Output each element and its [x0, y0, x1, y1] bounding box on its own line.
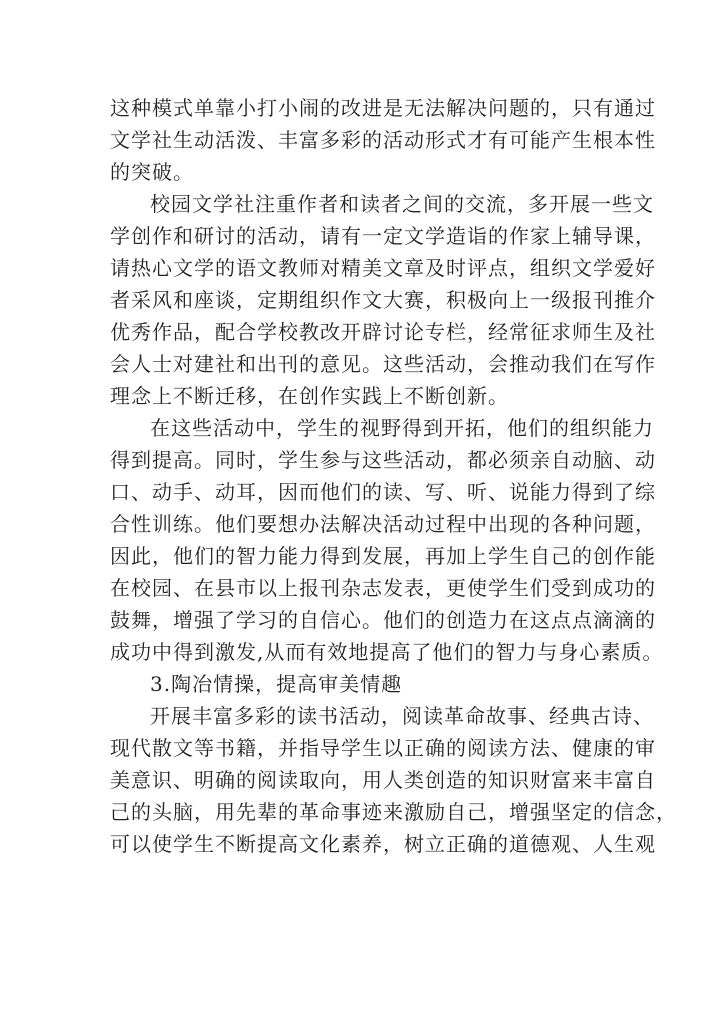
text-line: 优秀作品，配合学校教改开辟讨论专栏，经常征求师生及社 [110, 320, 656, 344]
body-text [110, 92, 677, 860]
text-line: 理念上不断迁移，在创作实践上不断创新。 [110, 384, 509, 408]
text-line: 会人士对建社和出刊的意见。这些活动，会推动我们在写作 [110, 352, 656, 376]
text-line: 美意识、明确的阅读取向，用人类创造的知识财富来丰富自 [110, 768, 656, 792]
text-line: 合性训练。他们要想办法解决活动过程中出现的各种问题， [110, 512, 656, 536]
text-line: 得到提高。同时，学生参与这些活动，都必须亲自动脑、动 [110, 448, 656, 472]
paragraph-start-line: 开展丰富多彩的读书活动，阅读革命故事、经典古诗、 [150, 704, 654, 728]
text-line: 己的头脑，用先辈的革命事迹来激励自己，增强坚定的信念， [110, 800, 677, 824]
section-heading: 3.陶冶情操，提高审美情趣 [150, 672, 403, 696]
text-line: 可以使学生不断提高文化素养，树立正确的道德观、人生观 [110, 832, 656, 856]
text-line: 成功中得到激发,从而有效地提高了他们的智力与身心素质。 [110, 640, 664, 664]
text-line: 文学社生动活泼、丰富多彩的活动形式才有可能产生根本性 [110, 128, 656, 152]
text-line: 因此，他们的智力能力得到发展，再加上学生自己的创作能 [110, 544, 656, 568]
text-line: 者采风和座谈，定期组织作文大赛，积极向上一级报刊推介 [110, 288, 656, 312]
text-line: 口、动手、动耳，因而他们的读、写、听、说能力得到了综 [110, 480, 656, 504]
paragraph-start-line: 在这些活动中，学生的视野得到开拓，他们的组织能力 [150, 416, 654, 440]
text-line: 这种模式单靠小打小闹的改进是无法解决问题的，只有通过 [110, 96, 656, 120]
text-line: 学创作和研讨的活动，请有一定文学造诣的作家上辅导课， [110, 224, 656, 248]
text-line: 现代散文等书籍，并指导学生以正确的阅读方法、健康的审 [110, 736, 656, 760]
paragraph-start-line: 校园文学社注重作者和读者之间的交流，多开展一些文 [150, 192, 654, 216]
text-line: 在校园、在县市以上报刊杂志发表，更使学生们受到成功的 [110, 576, 656, 600]
text-line: 鼓舞，增强了学习的自信心。他们的创造力在这点点滴滴的 [110, 608, 656, 632]
text-line: 请热心文学的语文教师对精美文章及时评点，组织文学爱好 [110, 256, 656, 280]
text-line: 的突破。 [110, 160, 194, 184]
